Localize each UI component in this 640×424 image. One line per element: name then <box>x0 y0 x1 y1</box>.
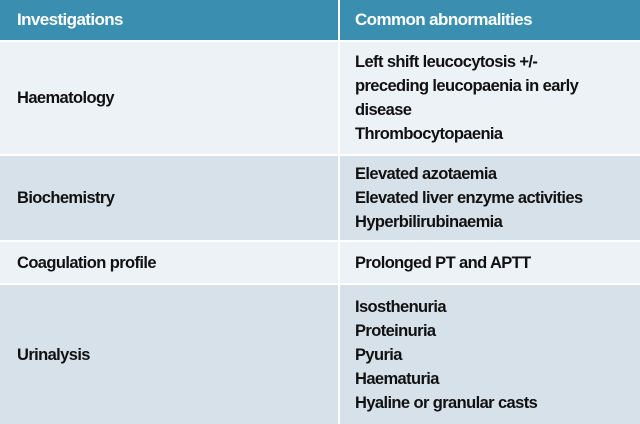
abnormality-line: Left shift leucocytosis +/- <box>355 53 538 71</box>
abnormality-line: disease <box>355 101 412 119</box>
abnormality-line: Proteinuria <box>355 321 436 340</box>
abnormality-line: Elevated liver enzyme activities <box>355 189 583 207</box>
abnormality-line: Hyaline or granular casts <box>355 393 538 412</box>
abnormality-line: Thrombocytopaenia <box>355 125 503 143</box>
row-abnormalities-biochemistry <box>340 156 640 242</box>
abnormality-line: Isosthenuria <box>355 297 446 316</box>
abnormality-line: Haematuria <box>355 369 439 388</box>
abnormality-line: Pyuria <box>355 345 402 364</box>
header-investigations: Investigations <box>0 0 340 42</box>
row-abnormalities-urinalysis <box>340 285 640 424</box>
row-investigation-biochemistry: Biochemistry <box>0 156 340 242</box>
row-abnormalities-coagulation <box>340 242 640 285</box>
row-investigation-urinalysis: Urinalysis <box>0 285 340 424</box>
abnormality-line: Elevated azotaemia <box>355 165 497 183</box>
row-investigation-coagulation: Coagulation profile <box>0 242 340 285</box>
row-investigation-haematology: Haematology <box>0 42 340 156</box>
abnormality-line: Prolonged PT and APTT <box>355 253 531 272</box>
row-abnormalities-haematology <box>340 42 640 156</box>
abnormality-line: Hyperbilirubinaemia <box>355 213 503 231</box>
abnormality-line: preceding leucopaenia in early <box>355 77 579 95</box>
header-common-abnormalities: Common abnormalities <box>340 0 640 42</box>
